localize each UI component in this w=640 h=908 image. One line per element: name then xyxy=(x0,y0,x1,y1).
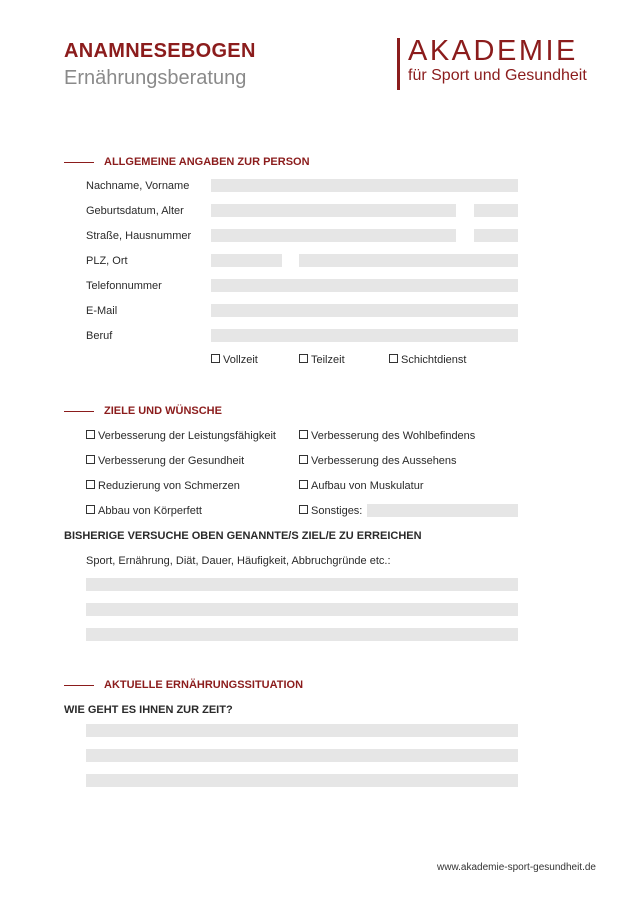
checkbox-icon xyxy=(299,455,308,464)
section-title-person: ALLGEMEINE ANGABEN ZUR PERSON xyxy=(104,156,310,168)
section-title-nutrition: AKTUELLE ERNÄHRUNGSSITUATION xyxy=(104,679,304,691)
goal-fat-loss[interactable]: Abbau von Körperfett xyxy=(86,505,202,517)
section-divider xyxy=(64,685,94,686)
checkbox-shiftwork[interactable]: Schichtdienst xyxy=(389,354,466,366)
logo-sub-text: für Sport und Gesundheit xyxy=(408,67,587,84)
house-number-field[interactable] xyxy=(474,229,518,242)
checkbox-icon xyxy=(299,480,308,489)
attempts-line-2[interactable] xyxy=(86,603,518,616)
checkbox-icon xyxy=(86,430,95,439)
page-subtitle: Ernährungsberatung xyxy=(64,67,247,89)
checkbox-icon xyxy=(211,354,220,363)
section-title-goals: ZIELE UND WÜNSCHE xyxy=(104,405,222,417)
logo-bar xyxy=(397,38,400,90)
checkbox-icon xyxy=(86,480,95,489)
goal-appearance[interactable]: Verbesserung des Aussehens xyxy=(299,455,457,467)
label-zip-city: PLZ, Ort xyxy=(86,255,128,267)
label-birthdate: Geburtsdatum, Alter xyxy=(86,205,184,217)
label-name: Nachname, Vorname xyxy=(86,180,190,192)
checkbox-icon xyxy=(299,430,308,439)
checkbox-icon xyxy=(389,354,398,363)
name-field[interactable] xyxy=(211,179,518,192)
goal-pain[interactable]: Reduzierung von Schmerzen xyxy=(86,480,240,492)
checkbox-fulltime[interactable]: Vollzeit xyxy=(211,354,258,366)
birthdate-field[interactable] xyxy=(211,204,456,217)
checkbox-icon xyxy=(299,505,308,514)
label-email: E-Mail xyxy=(86,305,118,317)
section-divider xyxy=(64,411,94,412)
section-divider xyxy=(64,162,94,163)
job-field[interactable] xyxy=(211,329,518,342)
attempts-line-3[interactable] xyxy=(86,628,518,641)
age-field[interactable] xyxy=(474,204,518,217)
label-job: Beruf xyxy=(86,330,113,342)
question-current-state: WIE GEHT ES IHNEN ZUR ZEIT? xyxy=(64,704,233,716)
checkbox-parttime[interactable]: Teilzeit xyxy=(299,354,345,366)
city-field[interactable] xyxy=(299,254,518,267)
goal-other[interactable]: Sonstiges: xyxy=(299,505,362,517)
goal-performance[interactable]: Verbesserung der Leistungsfähigkeit xyxy=(86,430,276,442)
checkbox-icon xyxy=(299,354,308,363)
state-line-3[interactable] xyxy=(86,774,518,787)
goal-health[interactable]: Verbesserung der Gesundheit xyxy=(86,455,244,467)
footer-url: www.akademie-sport-gesundheit.de xyxy=(437,862,596,873)
checkbox-icon xyxy=(86,455,95,464)
state-line-1[interactable] xyxy=(86,724,518,737)
label-street: Straße, Hausnummer xyxy=(86,230,192,242)
hint-previous-attempts: Sport, Ernährung, Diät, Dauer, Häufigkeit, Abbruchgründe etc.: xyxy=(86,555,391,567)
goal-wellbeing[interactable]: Verbesserung des Wohlbefindens xyxy=(299,430,475,442)
logo-main-text: AKADEMIE xyxy=(408,35,578,67)
state-line-2[interactable] xyxy=(86,749,518,762)
page-title: ANAMNESEBOGEN xyxy=(64,40,256,62)
email-field[interactable] xyxy=(211,304,518,317)
other-goal-field[interactable] xyxy=(367,504,518,517)
question-previous-attempts: BISHERIGE VERSUCHE OBEN GENANNTE/S ZIEL/E ZU ERREICHEN xyxy=(64,530,422,542)
street-field[interactable] xyxy=(211,229,456,242)
attempts-line-1[interactable] xyxy=(86,578,518,591)
checkbox-icon xyxy=(86,505,95,514)
label-phone: Telefonnummer xyxy=(86,280,162,292)
goal-muscle[interactable]: Aufbau von Muskulatur xyxy=(299,480,424,492)
phone-field[interactable] xyxy=(211,279,518,292)
zip-field[interactable] xyxy=(211,254,282,267)
